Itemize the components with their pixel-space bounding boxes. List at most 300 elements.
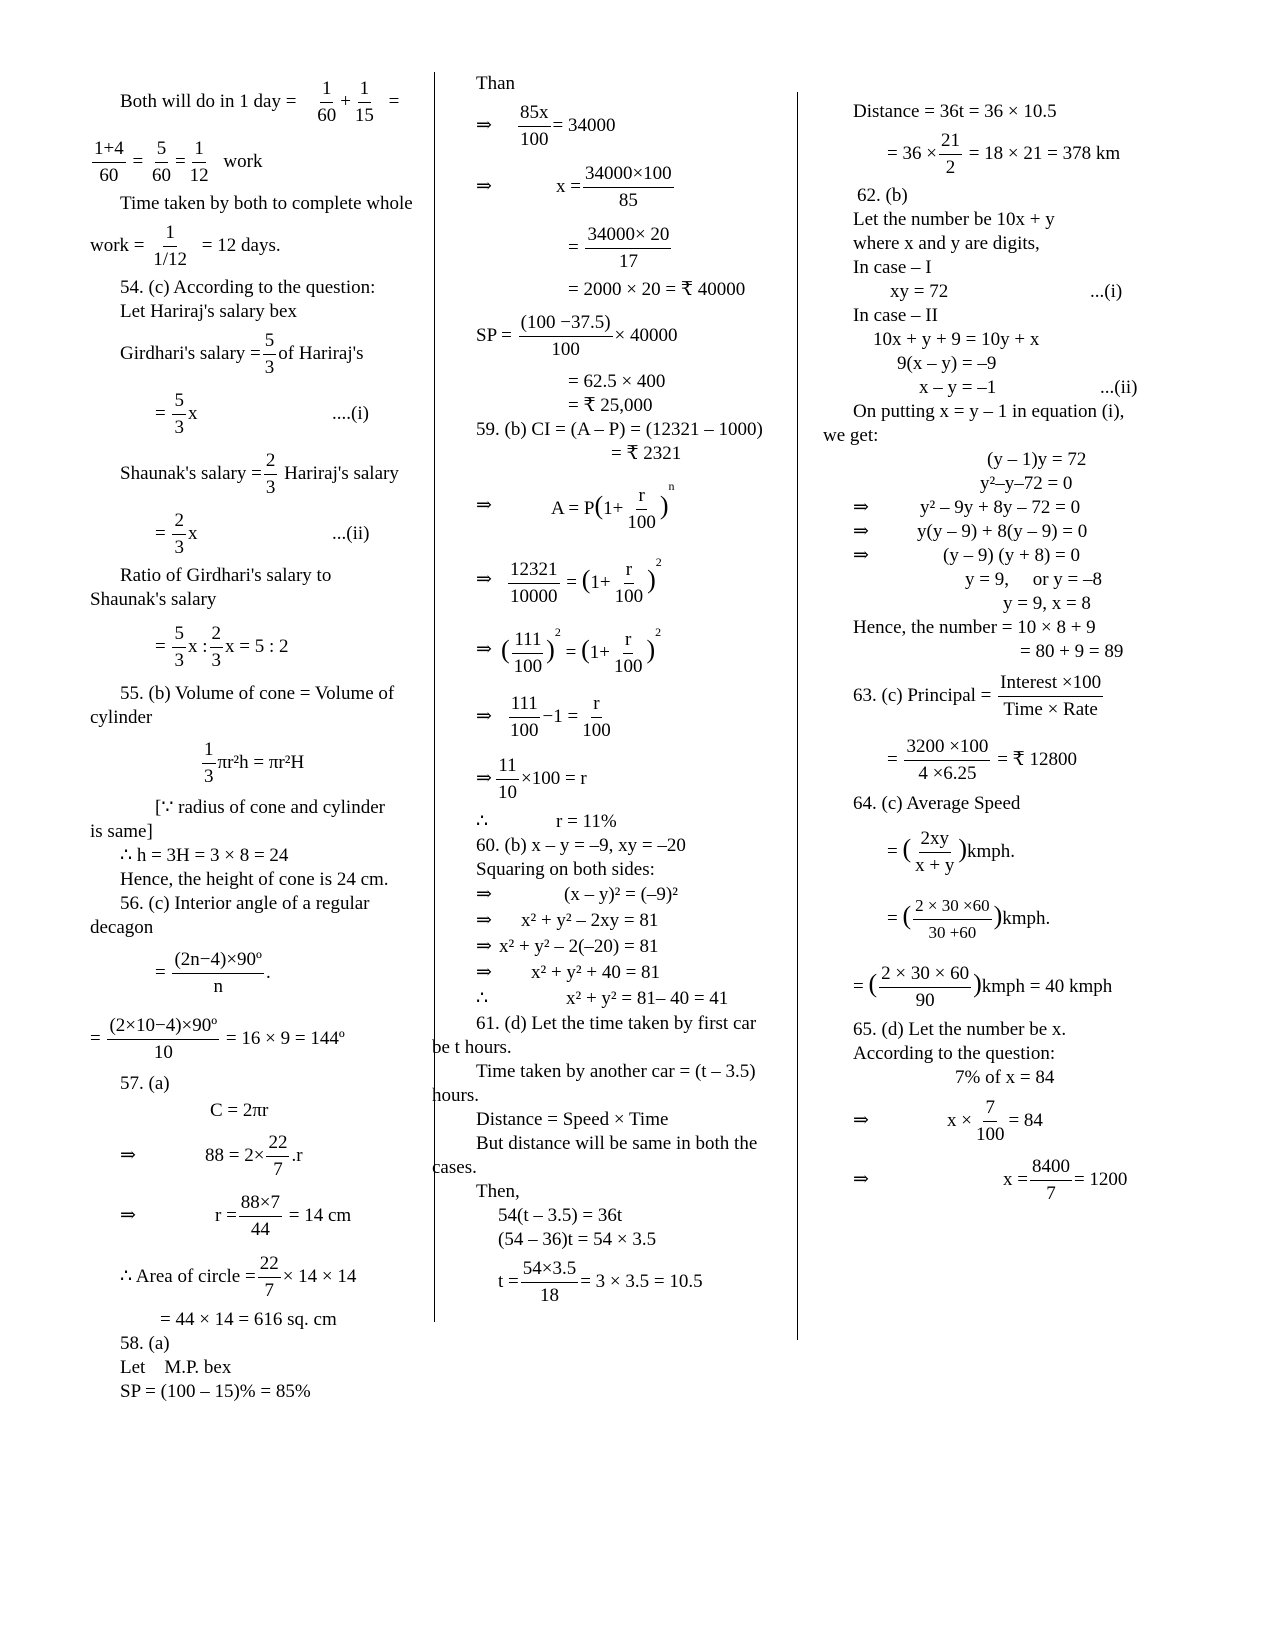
text: = 14 cm bbox=[288, 1205, 352, 1226]
den: 100 bbox=[551, 339, 580, 361]
implies: ⇒ bbox=[476, 639, 492, 660]
text: x – y = –1 bbox=[919, 377, 997, 398]
fraction bbox=[508, 691, 541, 744]
question-62: 62. (b) bbox=[857, 185, 908, 206]
question-57: 57. (a) bbox=[120, 1073, 170, 1094]
num: 2 bbox=[264, 448, 278, 475]
implies: ⇒ bbox=[476, 176, 492, 197]
text: = 34000 bbox=[552, 115, 616, 136]
work-days-line bbox=[90, 216, 430, 276]
eq-ref: ...(ii) bbox=[332, 523, 370, 544]
text: y(y – 9) + 8(y – 9) = 0 bbox=[917, 521, 1088, 542]
then-word: Then, bbox=[476, 1181, 520, 1202]
fraction bbox=[202, 737, 216, 790]
implies: ⇒ bbox=[120, 1205, 136, 1226]
num: 1 bbox=[320, 76, 334, 103]
fraction bbox=[188, 136, 211, 189]
den: 100 bbox=[520, 129, 549, 151]
eq-85x bbox=[446, 96, 811, 156]
num: 1 bbox=[163, 220, 177, 247]
hariraj-line: Let Hariraj's salary bex bbox=[120, 301, 297, 322]
den: 60 bbox=[317, 105, 337, 127]
paren: ) bbox=[958, 834, 968, 863]
den: 30 +60 bbox=[928, 923, 977, 943]
text: = ₹ 12800 bbox=[997, 749, 1077, 770]
den: 15 bbox=[354, 105, 374, 127]
fraction bbox=[172, 388, 186, 441]
text: x : bbox=[187, 636, 208, 657]
t-eq-1: 54(t – 3.5) = 36t bbox=[498, 1205, 623, 1226]
y-eq-3 bbox=[835, 496, 1235, 520]
result-40000: = 2000 × 20 = ₹ 40000 bbox=[568, 279, 746, 300]
question-58: 58. (a) bbox=[120, 1333, 170, 1354]
eq-x bbox=[446, 156, 811, 218]
den: 7 bbox=[273, 1159, 283, 1181]
fraction bbox=[518, 100, 551, 153]
time-taken-line: Time taken by both to complete whole bbox=[120, 193, 413, 214]
putting-line: On putting x = y – 1 in equation (i), bbox=[853, 401, 1125, 422]
text: 88 = 2× bbox=[205, 1145, 265, 1166]
den: 90 bbox=[915, 990, 935, 1012]
den: 10 bbox=[498, 782, 517, 804]
ci-result: = ₹ 2321 bbox=[611, 443, 682, 464]
num: 2 bbox=[172, 508, 186, 535]
den: 3 bbox=[174, 417, 184, 439]
implies: ⇒ bbox=[853, 521, 869, 542]
fraction bbox=[879, 961, 971, 1014]
text: x² + y² = 81– 40 = 41 bbox=[566, 988, 729, 1009]
angle-result-line bbox=[90, 1006, 430, 1072]
text: x² + y² – 2xy = 81 bbox=[521, 910, 659, 931]
num: Interest ×100 bbox=[998, 670, 1103, 697]
text: Girdhari's salary = bbox=[120, 343, 261, 364]
num: 12321 bbox=[508, 557, 560, 584]
fraction bbox=[353, 76, 376, 129]
text: xy = 72 bbox=[890, 281, 949, 302]
fraction bbox=[521, 1256, 578, 1309]
eq-ref: ....(i) bbox=[332, 403, 369, 424]
den: 10000 bbox=[510, 586, 558, 608]
text: = 84 bbox=[1008, 1110, 1043, 1131]
text: kmph. bbox=[967, 841, 1016, 862]
text: work = bbox=[90, 235, 145, 256]
num: (2×10−4)×90º bbox=[107, 1013, 219, 1040]
number-result: = 80 + 9 = 89 bbox=[1020, 641, 1124, 662]
den: 2 bbox=[945, 157, 956, 179]
t-hours: be t hours. bbox=[432, 1037, 512, 1058]
fraction bbox=[172, 947, 263, 1000]
num: 3200 ×100 bbox=[904, 734, 990, 761]
den: 7 bbox=[264, 1280, 274, 1302]
eq bbox=[494, 748, 587, 810]
den: 3 bbox=[204, 766, 214, 788]
text: ×100 = r bbox=[521, 768, 587, 789]
question-64: 64. (c) Average Speed bbox=[853, 793, 1021, 814]
implies: ⇒ bbox=[476, 768, 492, 789]
num: (100 −37.5) bbox=[519, 310, 613, 337]
we-get: we get: bbox=[823, 425, 879, 446]
case2-eq3 bbox=[835, 376, 1235, 400]
y-x-values: y = 9, x = 8 bbox=[1003, 593, 1091, 614]
num: 2xy bbox=[919, 826, 952, 853]
sp-eq bbox=[446, 302, 811, 370]
than-word: Than bbox=[476, 73, 516, 94]
area-result: = 44 × 14 = 616 sq. cm bbox=[160, 1309, 337, 1330]
fraction bbox=[580, 691, 613, 744]
fraction bbox=[150, 136, 173, 189]
distance-line: Distance = 36t = 36 × 10.5 bbox=[853, 101, 1057, 122]
fraction bbox=[210, 621, 224, 674]
radius-note-2: is same] bbox=[90, 821, 153, 842]
eq-12321 bbox=[446, 546, 811, 614]
paren: ) bbox=[659, 491, 669, 520]
op: = bbox=[887, 749, 898, 770]
exponent: 2 bbox=[655, 625, 662, 639]
eq-88-line bbox=[90, 1126, 430, 1186]
den: 100 bbox=[510, 720, 539, 742]
implies: ⇒ bbox=[853, 1110, 869, 1131]
rate-result bbox=[446, 810, 811, 834]
case-2: In case – II bbox=[853, 305, 938, 326]
fraction bbox=[107, 1013, 219, 1066]
num: 2 × 30 ×60 bbox=[913, 893, 991, 920]
fraction bbox=[508, 557, 560, 610]
text: of Hariraj's bbox=[278, 343, 364, 364]
ratio-line-2: Shaunak's salary bbox=[90, 589, 217, 610]
digits-line: where x and y are digits, bbox=[853, 233, 1040, 254]
implies: ⇒ bbox=[476, 115, 492, 136]
number-line: Let the number be 10x + y bbox=[853, 209, 1055, 230]
num: r bbox=[623, 627, 633, 654]
text: r = 11% bbox=[556, 811, 617, 832]
text: = 18 × 21 = 378 km bbox=[968, 143, 1121, 164]
op: = bbox=[155, 403, 166, 424]
den: 3 bbox=[264, 357, 275, 379]
den: 3 bbox=[174, 537, 184, 559]
den: 12 bbox=[189, 165, 209, 187]
fraction bbox=[904, 734, 990, 787]
text: Hariraj's salary bbox=[284, 463, 399, 484]
shaunak-eq-line bbox=[90, 504, 430, 564]
den: 3 bbox=[211, 650, 221, 672]
num: 1 bbox=[192, 136, 206, 163]
den: 100 bbox=[613, 656, 643, 678]
fraction bbox=[172, 508, 186, 561]
num: 1 bbox=[358, 76, 372, 103]
op: = bbox=[853, 976, 864, 997]
op: = bbox=[155, 962, 166, 983]
op: = bbox=[90, 1028, 101, 1049]
num: 1+4 bbox=[92, 136, 126, 163]
num: r bbox=[591, 691, 601, 718]
fraction bbox=[913, 826, 956, 879]
implies: ⇒ bbox=[476, 910, 492, 931]
y-eq-5 bbox=[835, 544, 1235, 568]
num: 1 bbox=[202, 737, 216, 764]
eq-x-result bbox=[835, 1152, 1235, 1208]
cylinder-word: cylinder bbox=[90, 707, 153, 728]
op: = bbox=[155, 636, 166, 657]
eq-step2 bbox=[446, 908, 811, 934]
implies: ⇒ bbox=[853, 497, 869, 518]
paren: ( bbox=[902, 901, 912, 930]
paren: ) bbox=[973, 969, 982, 998]
sp-line: SP = (100 – 15)% = 85% bbox=[120, 1381, 311, 1402]
num: r bbox=[624, 557, 634, 584]
eq-step1 bbox=[446, 882, 811, 908]
xy-72 bbox=[835, 280, 1235, 304]
therefore: ∴ bbox=[476, 811, 489, 832]
column-divider-left bbox=[434, 72, 435, 1322]
fraction bbox=[239, 1190, 282, 1243]
op: = bbox=[565, 642, 577, 663]
implies: ⇒ bbox=[476, 495, 492, 516]
eq bbox=[1003, 1152, 1127, 1208]
implies: ⇒ bbox=[120, 1145, 136, 1166]
eq bbox=[506, 546, 662, 617]
fraction bbox=[625, 483, 658, 536]
op: = bbox=[566, 572, 577, 593]
den: x + y bbox=[915, 855, 955, 877]
text: −1 = bbox=[542, 706, 579, 727]
eq-x2 bbox=[446, 218, 811, 278]
text: x bbox=[187, 403, 198, 424]
hence-number: Hence, the number = 10 × 8 + 9 bbox=[853, 617, 1096, 638]
text: × 14 × 14 bbox=[282, 1266, 357, 1287]
num: (2n−4)×90º bbox=[172, 947, 263, 974]
y-eq-2: y²–y–72 = 0 bbox=[980, 473, 1073, 494]
num: 5 bbox=[172, 621, 186, 648]
den: 1/12 bbox=[153, 249, 188, 271]
op: = bbox=[174, 151, 186, 172]
time-other-car: Time taken by another car = (t – 3.5) bbox=[476, 1061, 756, 1082]
den: 100 bbox=[975, 1124, 1005, 1146]
num: 8400 bbox=[1030, 1154, 1072, 1181]
op: = bbox=[155, 523, 166, 544]
text: × 40000 bbox=[614, 325, 678, 346]
text: x² + y² + 40 = 81 bbox=[531, 962, 661, 983]
decagon-word: decagon bbox=[90, 917, 154, 938]
num: 34000× 20 bbox=[585, 222, 671, 249]
eq bbox=[516, 96, 615, 156]
area-line bbox=[90, 1246, 430, 1308]
num: 2 bbox=[210, 621, 224, 648]
eq bbox=[556, 156, 676, 218]
according-line: According to the question: bbox=[853, 1043, 1056, 1064]
question-65: 65. (d) Let the number be x. bbox=[853, 1019, 1067, 1040]
fraction bbox=[612, 627, 645, 680]
both-day-line bbox=[90, 72, 430, 132]
mp-line: Let M.P. bex bbox=[120, 1357, 232, 1378]
implies: ⇒ bbox=[476, 706, 492, 727]
fraction bbox=[613, 557, 646, 610]
text: = 36 × bbox=[887, 143, 937, 164]
den: 18 bbox=[539, 1285, 559, 1307]
text: = 12 days. bbox=[201, 235, 281, 256]
num: 5 bbox=[172, 388, 186, 415]
height-result: Hence, the height of cone is 24 cm. bbox=[120, 869, 389, 890]
cone-formula-line bbox=[90, 730, 430, 796]
implies: ⇒ bbox=[853, 1169, 869, 1190]
text: .r bbox=[291, 1145, 303, 1166]
y-roots: y = 9, or y = –8 bbox=[965, 569, 1103, 590]
den: 10 bbox=[153, 1042, 173, 1064]
circumference-eq: C = 2πr bbox=[210, 1100, 269, 1121]
paren: ) bbox=[993, 901, 1003, 930]
text: 1+ bbox=[603, 498, 624, 519]
fraction bbox=[519, 310, 613, 363]
den: 60 bbox=[99, 165, 119, 187]
den: 60 bbox=[151, 165, 171, 187]
num: 85x bbox=[518, 100, 551, 127]
den: 85 bbox=[618, 190, 638, 212]
op: = bbox=[388, 91, 400, 112]
num: 11 bbox=[496, 753, 518, 780]
percent-eq: 7% of x = 84 bbox=[955, 1067, 1055, 1088]
text: 1+ bbox=[589, 642, 610, 663]
den: 3 bbox=[265, 477, 276, 499]
eq-r bbox=[446, 748, 811, 810]
question-61: 61. (d) Let the time taken by first car bbox=[476, 1013, 757, 1034]
text: . bbox=[265, 962, 271, 983]
op: + bbox=[340, 91, 351, 112]
fraction bbox=[258, 1251, 281, 1304]
fraction bbox=[998, 670, 1103, 723]
eq-88 bbox=[205, 1126, 303, 1186]
eq bbox=[501, 614, 661, 689]
op: = bbox=[887, 908, 898, 929]
question-54: 54. (c) According to the question: bbox=[120, 277, 376, 298]
column-1 bbox=[90, 72, 430, 1404]
text: (y – 9) (y + 8) = 0 bbox=[943, 545, 1080, 566]
fraction bbox=[263, 328, 277, 381]
den: 17 bbox=[618, 251, 638, 273]
avg-speed-1 bbox=[835, 816, 1235, 882]
radius-line bbox=[90, 1186, 430, 1246]
y-eq-1: (y – 1)y = 72 bbox=[987, 449, 1087, 470]
eq bbox=[947, 1090, 1043, 1152]
case-1: In case – I bbox=[853, 257, 932, 278]
text: t = bbox=[498, 1271, 519, 1292]
op: = bbox=[132, 151, 144, 172]
text: Shaunak's salary = bbox=[120, 463, 262, 484]
num: 111 bbox=[509, 691, 540, 718]
den: 100 bbox=[513, 656, 543, 678]
den: 100 bbox=[627, 512, 656, 534]
avg-speed-2 bbox=[835, 882, 1235, 950]
text: = 1200 bbox=[1073, 1169, 1128, 1190]
paren: ( bbox=[868, 969, 878, 998]
t-eq-2: (54 – 36)t = 54 × 3.5 bbox=[498, 1229, 657, 1250]
eq-111-minus bbox=[446, 686, 811, 748]
y-eq-4 bbox=[835, 520, 1235, 544]
question-60: 60. (b) x – y = –9, xy = –20 bbox=[476, 835, 686, 856]
den: 4 ×6.25 bbox=[918, 763, 977, 785]
avg-speed-3 bbox=[835, 950, 1235, 1018]
height-eq: ∴ h = 3H = 3 × 8 = 24 bbox=[120, 845, 289, 866]
column-2 bbox=[432, 72, 811, 1312]
question-55: 55. (b) Volume of cone = Volume of bbox=[120, 683, 395, 704]
sp-step2: = ₹ 25,000 bbox=[568, 395, 653, 416]
work-fraction-line bbox=[90, 132, 430, 192]
fraction bbox=[583, 161, 674, 214]
radius-note-1: [∵ radius of cone and cylinder bbox=[155, 797, 385, 818]
fraction bbox=[1030, 1154, 1072, 1207]
den: 100 bbox=[614, 586, 644, 608]
eq-step4 bbox=[446, 960, 811, 986]
girdhari-line bbox=[90, 324, 430, 384]
text: = 16 × 9 = 144º bbox=[225, 1028, 345, 1049]
text: x = bbox=[556, 176, 581, 197]
implies: ⇒ bbox=[476, 884, 492, 905]
shaunak-line bbox=[90, 444, 430, 504]
same-distance-2: cases. bbox=[432, 1157, 477, 1178]
fraction bbox=[913, 893, 991, 946]
text: x = bbox=[1003, 1169, 1028, 1190]
text: x bbox=[187, 523, 198, 544]
eq bbox=[551, 466, 675, 549]
paren: ( bbox=[501, 635, 510, 664]
num: 7 bbox=[983, 1095, 997, 1122]
text: x² + y² – 2(–20) = 81 bbox=[499, 936, 659, 957]
column-3 bbox=[823, 100, 1235, 1208]
fraction bbox=[264, 448, 278, 501]
fraction bbox=[172, 621, 186, 674]
fraction bbox=[496, 753, 519, 806]
girdhari-eq-line bbox=[90, 384, 430, 444]
exponent: n bbox=[668, 479, 675, 493]
num: 111 bbox=[512, 627, 543, 654]
fraction bbox=[939, 128, 962, 181]
num: r bbox=[636, 483, 646, 510]
squaring-line: Squaring on both sides: bbox=[476, 859, 655, 880]
compound-formula bbox=[446, 466, 811, 546]
text: (x – y)² = (–9)² bbox=[564, 884, 678, 905]
op: = bbox=[887, 841, 898, 862]
exponent: 2 bbox=[554, 625, 561, 639]
eq-step3 bbox=[446, 934, 811, 960]
paren: ( bbox=[581, 635, 590, 664]
den: 44 bbox=[250, 1219, 270, 1241]
num: 2 × 30 × 60 bbox=[879, 961, 971, 988]
fraction bbox=[92, 136, 126, 189]
paren: ( bbox=[594, 491, 604, 520]
fraction bbox=[266, 1130, 289, 1183]
eq-step5 bbox=[446, 986, 811, 1012]
distance-formula: Distance = Speed × Time bbox=[476, 1109, 669, 1130]
eq-111 bbox=[446, 614, 811, 686]
paren: ) bbox=[646, 635, 656, 664]
case2-eq1: 10x + y + 9 = 10y + x bbox=[873, 329, 1040, 350]
text: 63. (c) Principal = bbox=[853, 685, 992, 706]
therefore: ∴ bbox=[476, 988, 489, 1009]
text: x = 5 : 2 bbox=[225, 636, 289, 657]
num: 34000×100 bbox=[583, 161, 674, 188]
num: 88×7 bbox=[239, 1190, 282, 1217]
implies: ⇒ bbox=[476, 962, 492, 983]
question-56: 56. (c) Interior angle of a regular bbox=[120, 893, 370, 914]
num: 5 bbox=[263, 328, 277, 355]
principal-result bbox=[835, 728, 1235, 792]
paren: ( bbox=[902, 834, 912, 863]
text: x × bbox=[947, 1110, 972, 1131]
num: 54×3.5 bbox=[521, 1256, 578, 1283]
eq-x-times bbox=[835, 1090, 1235, 1152]
radius-eq bbox=[215, 1186, 351, 1246]
hours-word: hours. bbox=[432, 1085, 479, 1106]
den: 3 bbox=[174, 650, 184, 672]
op: = bbox=[568, 237, 579, 258]
